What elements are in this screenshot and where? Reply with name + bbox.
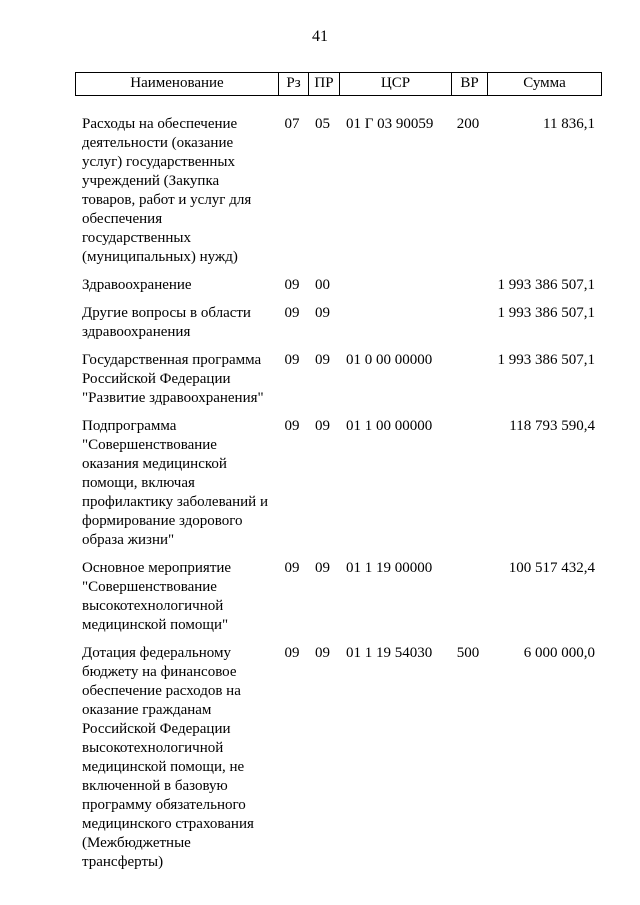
row-rz: 09 (284, 560, 300, 576)
row-sum: 1 993 386 507,1 (497, 277, 595, 293)
row-name: Основное мероприятие "Совершенствование высокотехнологичной медицинской помощи" (82, 560, 232, 633)
header-vr: ВР (451, 73, 487, 95)
row-csr: 01 0 00 00000 (346, 352, 433, 368)
row-pr: 09 (315, 352, 330, 368)
row-csr (338, 304, 450, 342)
row-csr: 01 1 00 00000 (346, 418, 433, 434)
row-csr: 01 1 19 54030 (346, 645, 433, 661)
budget-table (75, 72, 602, 872)
row-pr: 09 (315, 560, 330, 576)
row-rz: 09 (284, 277, 300, 293)
row-vr (450, 559, 486, 635)
row-sum: 100 517 432,4 (508, 560, 595, 576)
row-pr: 09 (315, 418, 330, 434)
row-pr: 09 (315, 645, 330, 661)
header-csr: ЦСР (339, 73, 451, 95)
row-csr: 01 1 19 00000 (346, 560, 433, 576)
row-vr (450, 417, 486, 550)
row-pr: 00 (315, 277, 330, 293)
row-sum: 1 993 386 507,1 (497, 305, 595, 321)
table-row (75, 559, 602, 635)
row-sum: 11 836,1 (543, 116, 595, 132)
header-name: Наименование (130, 75, 224, 91)
row-rz: 09 (284, 418, 300, 434)
row-pr: 05 (315, 116, 330, 132)
row-name: Подпрограмма "Совершенствование оказания медицинской помощи, включая профилактику заболеваний и формирование здорового образа жизни" (82, 418, 268, 548)
row-vr (450, 351, 486, 408)
table-row (75, 417, 602, 550)
table-header-row (75, 72, 602, 96)
row-vr (450, 276, 486, 295)
row-sum: 118 793 590,4 (509, 418, 595, 434)
row-rz: 09 (284, 305, 300, 321)
row-csr (338, 276, 450, 295)
row-pr: 09 (315, 305, 330, 321)
table-row (75, 351, 602, 408)
table-row (75, 644, 602, 872)
row-csr: 01 Г 03 90059 (346, 116, 434, 132)
table-row (75, 304, 602, 342)
row-rz: 09 (284, 645, 300, 661)
table-row (75, 115, 602, 267)
row-sum: 1 993 386 507,1 (497, 352, 595, 368)
row-name: Здравоохранение (82, 277, 192, 293)
page-number: 41 (312, 28, 328, 45)
header-rz: Рз (278, 73, 308, 95)
row-vr: 500 (456, 645, 480, 661)
table-row (75, 276, 602, 295)
row-rz: 09 (284, 352, 300, 368)
row-name: Расходы на обеспечение деятельности (оказание услуг) государственных учреждений (Закупка товаров, работ и услуг для обеспечения государственных (муниципальных) нужд) (82, 116, 252, 265)
row-name: Другие вопросы в области здравоохранения (82, 305, 251, 340)
header-sum: Сумма (487, 73, 601, 95)
row-name: Государственная программа Российской Федерации "Развитие здравоохранения" (82, 352, 264, 406)
row-vr: 200 (456, 116, 480, 132)
row-sum: 6 000 000,0 (523, 645, 595, 661)
row-vr (450, 304, 486, 342)
row-rz: 07 (284, 116, 300, 132)
table-body (75, 115, 602, 872)
header-pr: ПР (308, 73, 339, 95)
row-name: Дотация федеральному бюджету на финансовое обеспечение расходов на оказание гражданам Российской Федерации высокотехнологичной медицинской помощи, не включенной в базовую программу обязательного медицинского страхования (Межбюджетные трансферты) (82, 645, 254, 870)
